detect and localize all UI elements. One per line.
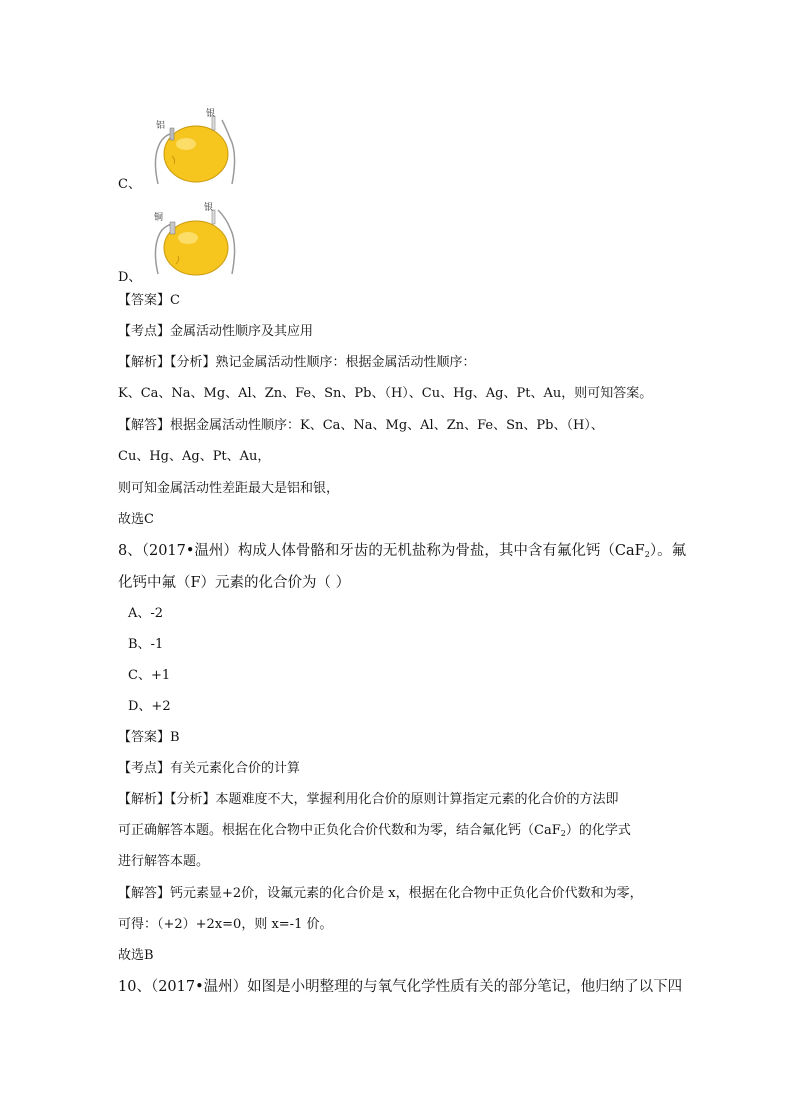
q8-jiexi-line2 [118,822,631,843]
q7-jiexi: 【解析】【分析】熟记金属活动性顺序：根据金属活动性顺序： [118,355,476,370]
q8-option-c: C、+1 [128,668,171,683]
q8-jiexi-line1: 【解析】【分析】本题难度不大，掌握利用化合价的原则计算指定元素的化合价的方法即 [118,792,619,807]
q7-kaodian: 【考点】金属活动性顺序及其应用 [118,324,314,339]
q8-stem-line2: 化钙中氟（F）元素的化合价为（ ） [118,575,351,591]
q8-jiexi-text-b: ）的化学式 [565,823,631,838]
q7-answer: 【答案】C [118,293,180,308]
electrode-label-right-c: 银 [206,109,216,119]
q8-stem-subscript: 2 [644,550,650,559]
q8-stem-line1 [118,542,686,564]
q7-series: K、Ca、Na、Mg、Al、Zn、Fe、Sn、Pb、（H）、Cu、Hg、Ag、Pt、Au，则可知答案。 [118,386,653,401]
q8-option-d: D、+2 [128,699,171,714]
electrode-label-left-c: 铝 [156,121,166,131]
q8-answer: 【答案】B [118,730,180,745]
q8-jieda-line2: 可得：（+2）+2x=0，则 x=-1 价。 [118,917,333,932]
q8-jiexi-text-a: 可正确解答本题。根据在化合物中正负化合价代数和为零，结合氟化钙（CaF [118,823,561,838]
lemon-battery-image-d [150,198,240,278]
q10-stem-line1: 10、（2017•温州）如图是小明整理的与氧气化学性质有关的部分笔记，他归纳了以下四 [118,979,683,995]
q8-jiexi-line3: 进行解答本题。 [118,854,210,869]
q8-jieda-line1: 【解答】钙元素显+2价，设氟元素的化合价是 x，根据在化合物中正负化合价代数和为零， [118,886,643,901]
lemon-battery-image-c [150,108,240,188]
q8-option-a: A、-2 [128,606,164,621]
electrode-label-right-d: 银 [204,203,214,213]
q8-option-b: B、-1 [128,637,164,652]
q8-kaodian: 【考点】有关元素化合价的计算 [118,761,301,776]
q8-stem-text-a: 8、（2017•温州）构成人体骨骼和牙齿的无机盐称为骨盐，其中含有氟化钙（CaF [118,543,645,559]
q7-jieda-line3: 则可知金属活动性差距最大是铝和银， [118,481,340,496]
q7-conclusion: 故选C [118,512,154,527]
option-c-label: C、 [118,177,141,192]
q8-stem-text-b: ）。氟 [649,543,687,559]
q7-jieda-line1: 【解答】根据金属活动性顺序：K、Ca、Na、Mg、Al、Zn、Fe、Sn、Pb、（H）、 [118,418,604,433]
q8-conclusion: 故选B [118,948,154,963]
q7-jieda-line2: Cu、Hg、Ag、Pt、Au， [118,449,271,464]
electrode-label-left-d: 铜 [154,213,164,223]
option-d-label: D、 [118,270,142,285]
q8-jiexi-subscript: 2 [560,829,566,838]
